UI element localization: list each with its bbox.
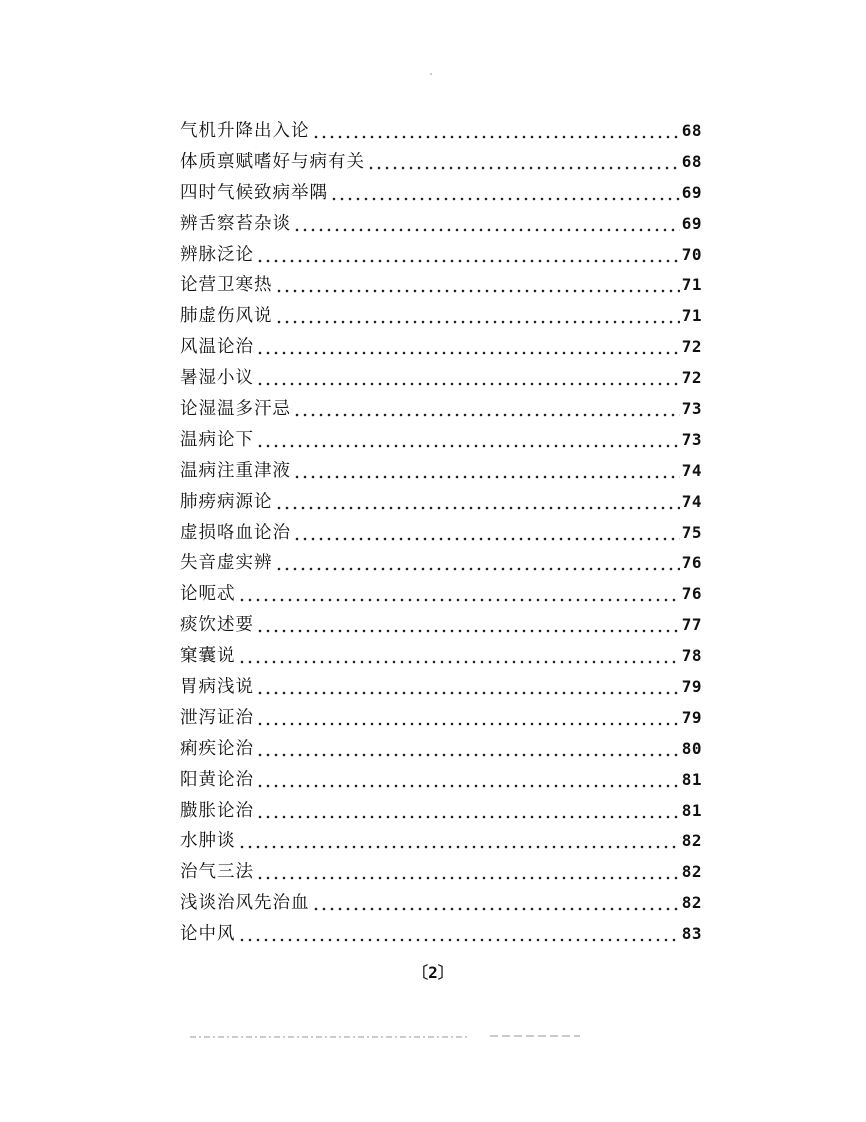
toc-entry-page: 68 [681,151,702,171]
toc-entry-title: 水肿谈 [180,831,236,852]
toc-entry-page: 80 [681,738,702,758]
toc-entry-page: 69 [681,213,702,233]
toc-entry-page: 83 [681,924,702,944]
toc-entry-page: 79 [681,707,702,727]
toc-entry-page: 81 [681,800,702,820]
toc-entry-page: 68 [681,120,702,140]
toc-entry-page: 72 [681,368,702,388]
toc-entry-page: 76 [681,553,702,573]
toc-entry-title: 辨脉泛论 [180,244,254,265]
toc-entry-title: 温病论下 [180,429,254,450]
toc-entry-page: 82 [681,831,702,851]
toc-entry-title: 痢疾论治 [180,738,254,759]
toc-entry-page: 71 [681,306,702,326]
toc-entry-page: 70 [681,244,702,264]
toc-entry-page: 75 [681,522,702,542]
toc-entry-title: 论湿温多汗忌 [180,399,291,419]
toc-entry-title: 泄泻证治 [180,707,254,728]
toc-entry-page: 74 [681,491,702,511]
toc-entry-title: 虚损咯血论治 [180,522,291,543]
toc-entry-title: 暑湿小议 [180,368,254,389]
toc-entry-title: 论中风 [180,924,236,945]
toc-entry-title: 阳黄论治 [180,769,254,790]
toc-entry-title: 气机升降出入论 [180,120,310,141]
toc-entry-title: 体质禀赋嗜好与病有关 [180,151,365,172]
toc-entry-title: 论营卫寒热 [180,275,273,296]
toc-entry-title: 痰饮述要 [180,615,254,636]
toc-entry-title: 辨舌察苔杂谈 [180,213,291,234]
toc-entry-page: 78 [681,646,702,666]
toc-entry-page: 73 [681,429,702,449]
toc-entry-page: 69 [681,182,702,202]
toc-entry-page: 77 [681,615,702,635]
toc-entry-title: 胃病浅说 [180,677,254,698]
toc-entry-title: 浅谈治风先治血 [180,893,310,914]
toc-entry-title: 论呃忒 [180,584,236,605]
toc-entry-page: 74 [681,460,702,480]
toc-entry-title: 肺虚伤风说 [180,306,273,327]
toc-entry-title: 肺痨病源论 [180,491,273,512]
toc-entry-title: 四时气候致病举隅 [180,182,328,203]
page-number: 〔2〕 [412,963,454,982]
toc-entry-page: 73 [681,399,702,418]
toc-entry-page: 82 [681,862,702,882]
toc-entry-title: 臌胀论治 [180,800,254,821]
toc-entry-page: 76 [681,584,702,604]
toc-entry-page: 72 [681,337,702,357]
toc-entry-title: 温病注重津液 [180,460,291,481]
toc-entry-title: 失音虚实辨 [180,553,273,574]
toc-entry-title: 风温论治 [180,337,254,358]
toc-entry-page: 71 [681,275,702,295]
toc-entry-page: 81 [681,769,702,789]
toc-entry-title: 窠囊说 [180,646,236,667]
toc-entry-page: 79 [681,677,702,697]
toc-entry-page: 82 [681,893,702,913]
toc-entry-title: 治气三法 [180,862,254,883]
